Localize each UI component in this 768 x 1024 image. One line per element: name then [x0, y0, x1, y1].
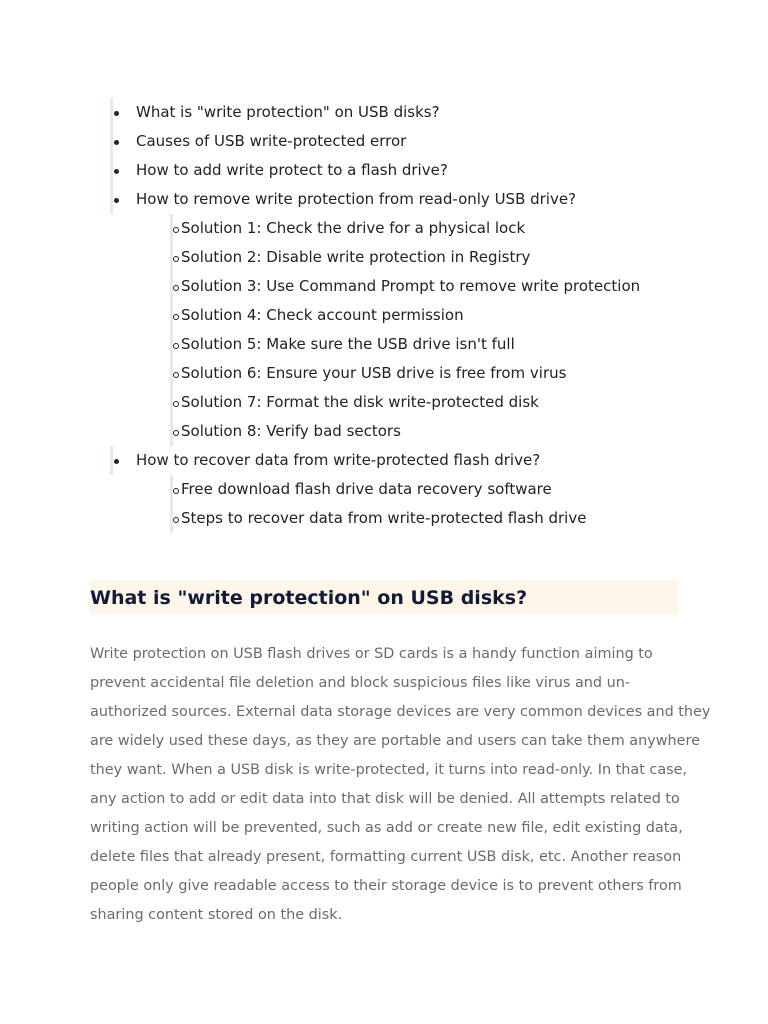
toc-item-label[interactable]: How to add write protect to a flash drive? — [136, 161, 448, 179]
toc-rail — [110, 185, 113, 214]
toc-sublist — [110, 214, 710, 446]
toc-item-label[interactable]: How to recover data from write-protected flash drive? — [136, 451, 541, 469]
paragraph-line: delete files that already present, formatting current USB disk, etc. Another reason — [90, 849, 682, 865]
section-heading: What is "write protection" on USB disks? — [90, 587, 528, 609]
toc-subitem-solution-6[interactable] — [110, 359, 710, 388]
table-of-contents — [110, 98, 710, 533]
section-heading-banner — [90, 580, 678, 614]
circle-bullet-icon — [173, 285, 179, 291]
toc-subitem-label[interactable]: Free download flash drive data recovery software — [181, 480, 552, 498]
toc-rail — [110, 98, 113, 127]
toc-subitem-label[interactable]: Steps to recover data from write-protected flash drive — [181, 509, 587, 527]
toc-item-label[interactable]: Causes of USB write-protected error — [136, 132, 407, 150]
toc-subitem-label[interactable]: Solution 3: Use Command Prompt to remove write protection — [181, 277, 641, 295]
toc-subitem-solution-8[interactable] — [110, 417, 710, 446]
bullet-icon — [114, 111, 119, 116]
paragraph-line: are widely used these days, as they are portable and users can take them anywhere — [90, 733, 700, 749]
bullet-icon — [114, 198, 119, 203]
circle-bullet-icon — [173, 488, 179, 494]
toc-subitem-solution-2[interactable] — [110, 243, 710, 272]
toc-item-remove-write-protection[interactable] — [110, 185, 710, 214]
toc-item-recover-data[interactable] — [110, 446, 710, 475]
toc-item-what-is-write-protection[interactable] — [110, 98, 710, 127]
toc-sublist-solutions — [110, 214, 710, 446]
toc-item-label[interactable]: What is "write protection" on USB disks? — [136, 103, 440, 121]
paragraph-line: they want. When a USB disk is write-protected, it turns into read-only. In that case, — [90, 762, 688, 778]
bullet-icon — [114, 169, 119, 174]
toc-subitem-label[interactable]: Solution 7: Format the disk write-protected disk — [181, 393, 539, 411]
bullet-icon — [114, 140, 119, 145]
circle-bullet-icon — [173, 227, 179, 233]
toc-subitem-label[interactable]: Solution 8: Verify bad sectors — [181, 422, 401, 440]
toc-rail — [110, 156, 113, 185]
toc-item-add-write-protect[interactable] — [110, 156, 710, 185]
toc-subitem-solution-7[interactable] — [110, 388, 710, 417]
paragraph-line: writing action will be prevented, such as add or create new file, edit existing data, — [90, 820, 683, 836]
paragraph-line: sharing content stored on the disk. — [90, 907, 343, 923]
toc-subitem-label[interactable]: Solution 4: Check account permission — [181, 306, 464, 324]
toc-subitem-solution-1[interactable] — [110, 214, 710, 243]
circle-bullet-icon — [173, 314, 179, 320]
toc-sublist-recovery — [110, 475, 710, 533]
circle-bullet-icon — [173, 401, 179, 407]
toc-subitem-solution-5[interactable] — [110, 330, 710, 359]
circle-bullet-icon — [173, 517, 179, 523]
circle-bullet-icon — [173, 430, 179, 436]
toc-subitem-solution-4[interactable] — [110, 301, 710, 330]
toc-subitem-free-download[interactable] — [110, 475, 710, 504]
toc-subitem-label[interactable]: Solution 2: Disable write protection in Registry — [181, 248, 531, 266]
circle-bullet-icon — [173, 343, 179, 349]
circle-bullet-icon — [173, 256, 179, 262]
paragraph-line: authorized sources. External data storage devices are very common devices and they — [90, 704, 711, 720]
paragraph-line: any action to add or edit data into that disk will be denied. All attempts related to — [90, 791, 680, 807]
toc-subitem-label[interactable]: Solution 1: Check the drive for a physical lock — [181, 219, 526, 237]
toc-item-causes[interactable] — [110, 127, 710, 156]
circle-bullet-icon — [173, 372, 179, 378]
toc-item-label[interactable]: How to remove write protection from read-only USB drive? — [136, 190, 577, 208]
toc-rail — [110, 446, 113, 475]
toc-sublist — [110, 475, 710, 533]
toc-subitem-label[interactable]: Solution 6: Ensure your USB drive is free from virus — [181, 364, 567, 382]
toc-subitem-label[interactable]: Solution 5: Make sure the USB drive isn't full — [181, 335, 515, 353]
paragraph-line: Write protection on USB flash drives or SD cards is a handy function aiming to — [90, 646, 653, 662]
toc-subitem-solution-3[interactable] — [110, 272, 710, 301]
paragraph-line: prevent accidental file deletion and block suspicious files like virus and un- — [90, 675, 631, 691]
toc-rail — [110, 127, 113, 156]
bullet-icon — [114, 459, 119, 464]
section-paragraph — [90, 640, 711, 930]
paragraph-line: people only give readable access to their storage device is to prevent others from — [90, 878, 682, 894]
toc-subitem-steps-to-recover[interactable] — [110, 504, 710, 533]
